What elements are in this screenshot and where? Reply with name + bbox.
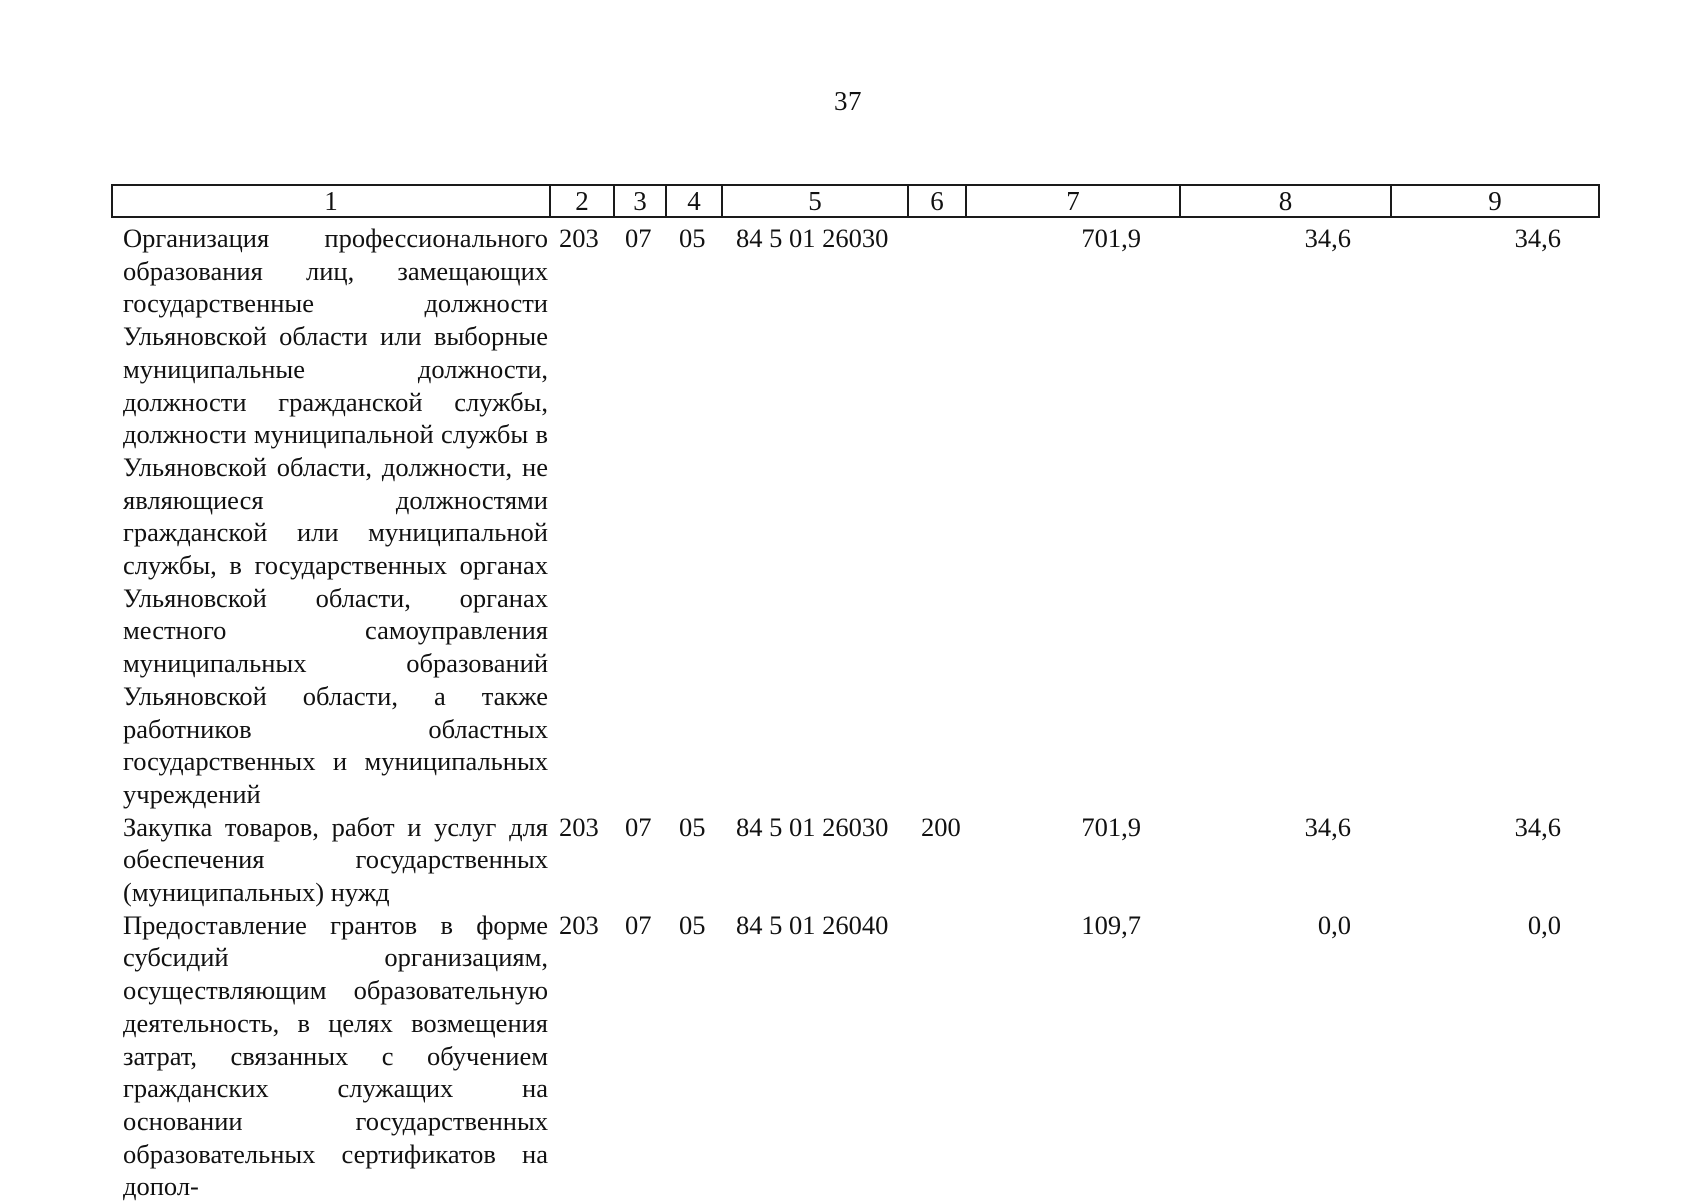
header-col-4: 4 [667,186,723,216]
table-row [111,811,1600,909]
row-col-2: 203 [559,909,599,940]
row-col-3: 07 [625,909,652,940]
row-col-5: 84 5 01 26030 [736,811,889,842]
row-col-9: 34,6 [1514,811,1561,842]
row-col-5: 84 5 01 26030 [736,223,889,253]
row-col-4: 05 [679,811,706,842]
header-col-3: 3 [615,186,667,216]
row-col-7: 701,9 [1081,223,1141,253]
row-col-5: 84 5 01 26040 [736,909,889,940]
header-col-8: 8 [1181,186,1392,216]
row-col-4: 05 [679,909,706,940]
table-body [111,222,1600,1203]
row-description: Закупка товаров, работ и услуг для обеспечения государственных (муниципальных) нужд [123,811,548,908]
row-col-7: 701,9 [1081,811,1141,842]
table-row [111,222,1600,811]
header-col-7: 7 [967,186,1181,216]
header-col-5: 5 [723,186,909,216]
header-col-9: 9 [1488,186,1502,216]
row-col-6: 200 [921,811,961,842]
row-col-3: 07 [625,811,652,842]
row-col-8: 34,6 [1304,223,1351,253]
row-description: Предоставление грантов в форме субсидий организациям, осуществляющим образовательную деятельность, в целях возмещения затрат, связанных с обучением гражданских служащих на основании государственных образовательных сертификатов на допол- [123,909,548,1202]
row-description: Организация профессионального образования лиц, замещающих государственные должности Ульяновской области или выборные муниципальные должности, должности гражданской службы, должности муниципальной службы в Ульяновской области, должности, не являющиеся должностями гражданской или муниципальной службы, в государственных органах Ульяновской области, органах местного самоуправления муниципальных образований Ульяновской области, а также работников областных государственных и муниципальных учреждений [123,223,548,809]
row-col-7: 109,7 [1081,909,1141,940]
row-col-9: 0,0 [1527,909,1561,940]
row-col-8: 34,6 [1304,811,1351,842]
table-row [111,909,1600,1203]
table-header [111,184,1600,218]
header-col-6: 6 [909,186,967,216]
row-col-4: 05 [679,223,706,253]
row-col-8: 0,0 [1317,909,1351,940]
header-col-1: 1 [113,186,551,216]
row-col-3: 07 [625,223,652,253]
row-col-2: 203 [559,811,599,842]
row-col-9: 34,6 [1514,223,1561,253]
page-number: 37 [834,86,862,116]
header-col-2: 2 [551,186,615,216]
row-col-2: 203 [559,223,599,253]
